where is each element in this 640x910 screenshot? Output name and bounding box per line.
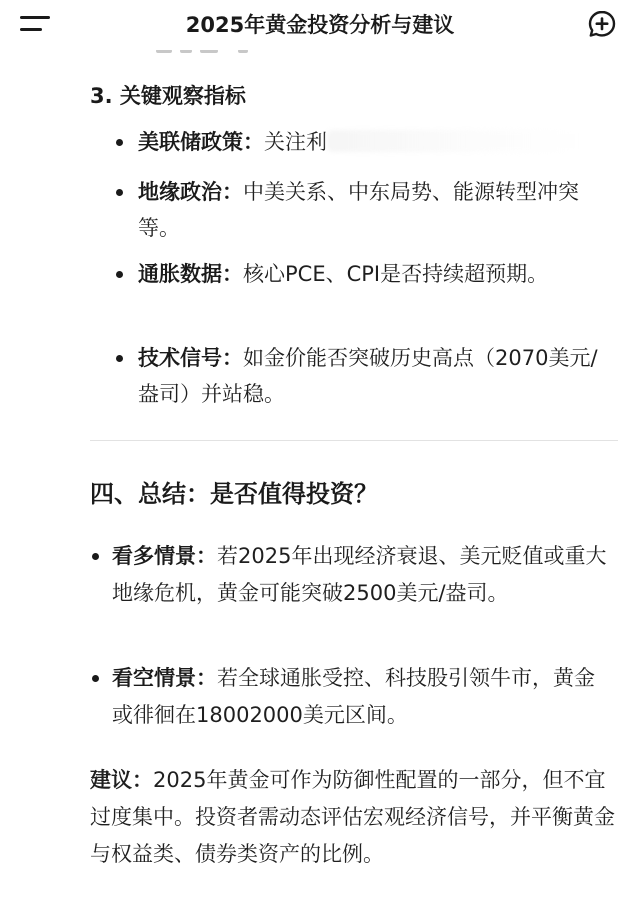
list-item-fed-policy bbox=[138, 124, 618, 160]
item-text: 如金价能否突破历史高点（2070美元/盎司）并站稳。 bbox=[138, 346, 598, 406]
list-item-bull-case bbox=[112, 538, 608, 612]
list-item-bear-case bbox=[112, 660, 608, 734]
item-text: 若2025年出现经济衰退、美元贬值或重大地缘危机，黄金可能突破2500美元/盎司。 bbox=[112, 544, 607, 605]
item-text: 中美关系、中东局势、能源转型冲突等。 bbox=[138, 180, 579, 240]
page-title: 2025年黄金投资分析与建议 bbox=[185, 13, 455, 37]
item-text: 关注利 bbox=[264, 130, 327, 154]
item-label: 地缘政治： bbox=[138, 180, 243, 204]
advice-label: 建议： bbox=[90, 768, 153, 792]
plus-chat-icon bbox=[587, 9, 617, 39]
new-chat-button[interactable] bbox=[587, 9, 617, 39]
list-item-technical-signal bbox=[138, 340, 618, 412]
menu-icon-line bbox=[20, 28, 42, 31]
menu-icon bbox=[20, 16, 50, 19]
item-label: 美联储政策： bbox=[138, 130, 264, 154]
bullet-icon bbox=[116, 139, 123, 146]
bullet-icon bbox=[92, 675, 99, 682]
bullet-icon bbox=[92, 553, 99, 560]
summary-heading: 四、总结：是否值得投资？ bbox=[90, 480, 378, 508]
item-label: 技术信号： bbox=[138, 346, 243, 370]
item-label: 看空情景： bbox=[112, 666, 217, 690]
menu-button[interactable] bbox=[20, 14, 54, 36]
item-text: 核心PCE、CPI是否持续超预期。 bbox=[243, 262, 549, 286]
advice-paragraph bbox=[90, 762, 616, 873]
section-heading-indicators: 3. 关键观察指标 bbox=[90, 84, 246, 108]
item-label: 通胀数据： bbox=[138, 262, 243, 286]
section-divider bbox=[90, 440, 618, 441]
advice-text: 2025年黄金可作为防御性配置的一部分，但不宜过度集中。投资者需动态评估宏观经济信号，并平衡黄金与权益类、债券类资产的比例。 bbox=[90, 768, 615, 866]
bullet-icon bbox=[116, 355, 123, 362]
bullet-icon bbox=[116, 189, 123, 196]
item-text: 若全球通胀受控、科技股引领牛市，黄金或徘徊在18002000美元区间。 bbox=[112, 666, 595, 727]
top-bar bbox=[0, 0, 640, 50]
list-item-geopolitics bbox=[138, 174, 618, 246]
blurred-text-mask bbox=[327, 130, 577, 152]
list-item-inflation-data bbox=[138, 256, 618, 292]
item-label: 看多情景： bbox=[112, 544, 217, 568]
bullet-icon bbox=[116, 271, 123, 278]
